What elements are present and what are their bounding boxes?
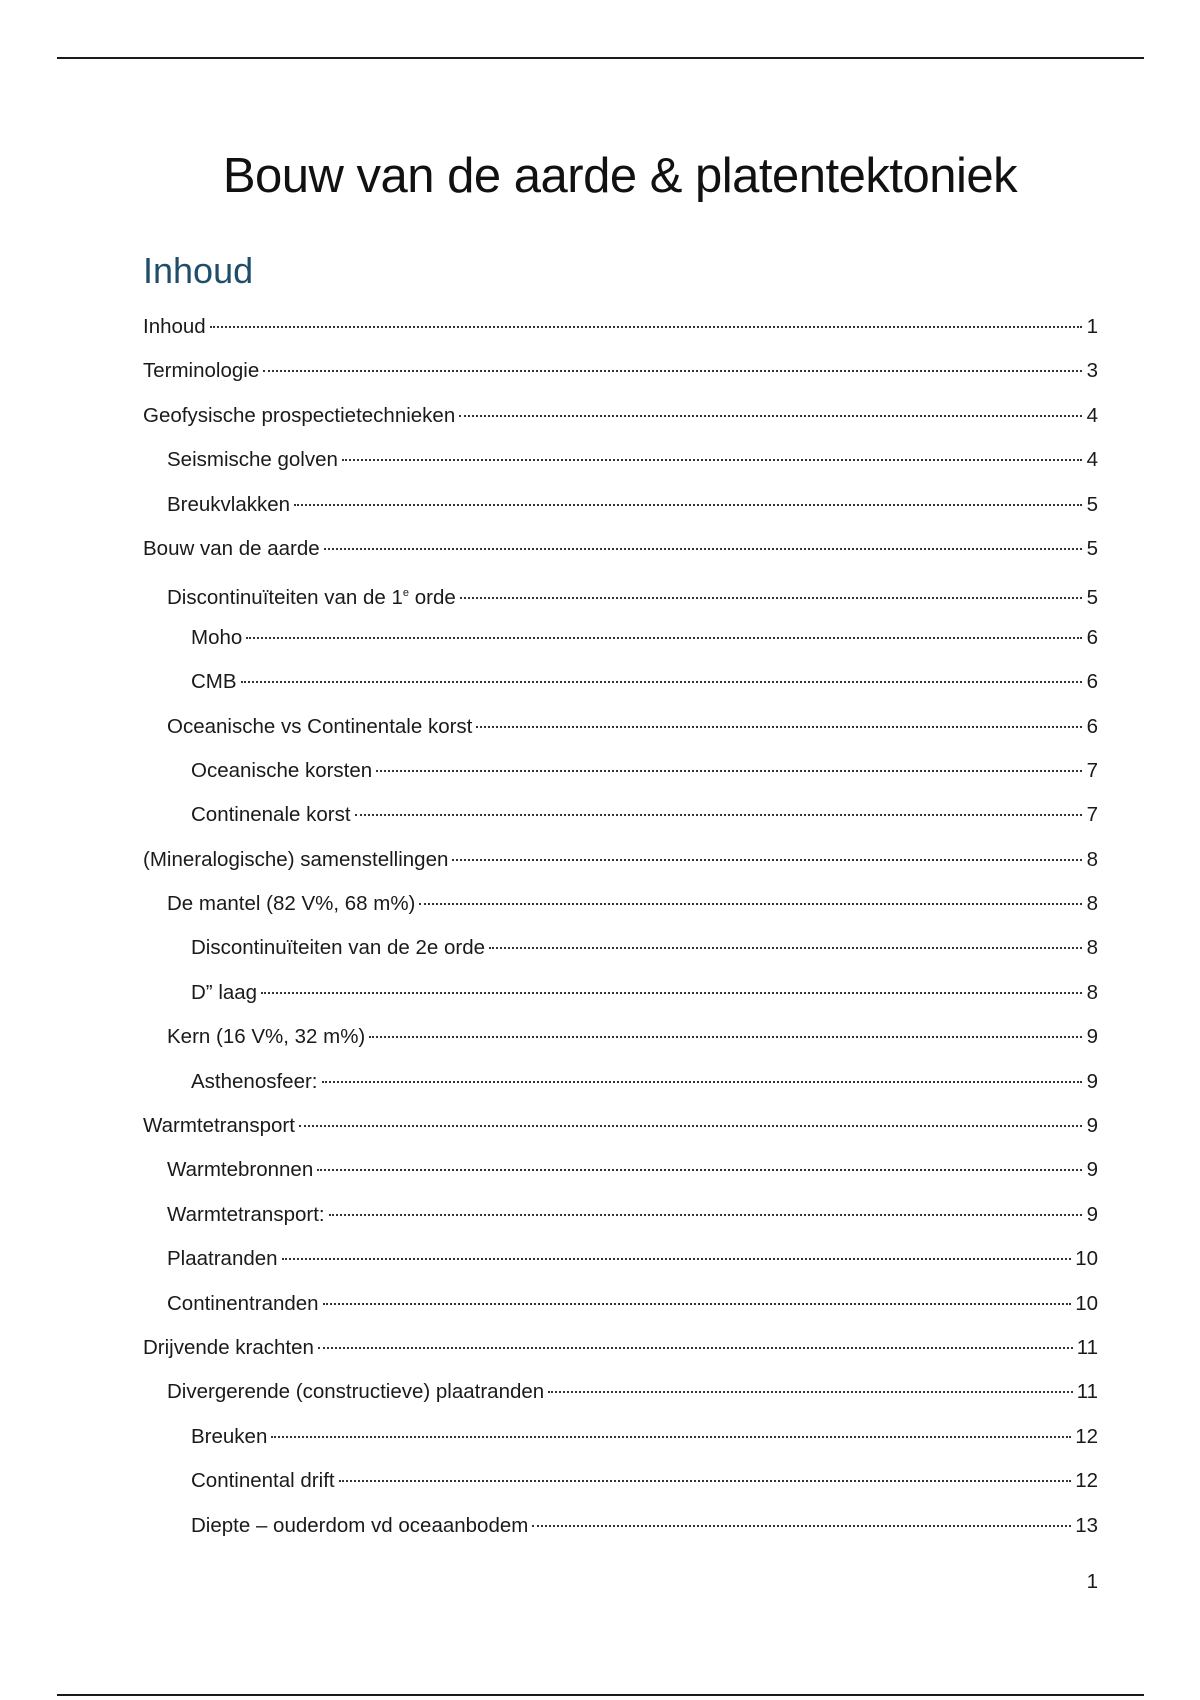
header-rule [57,57,1144,59]
toc-dot-leader [282,1258,1072,1260]
toc-entry-title: Terminologie [143,359,260,383]
toc-entry-page: 5 [1086,536,1098,560]
toc-entry-page: 7 [1086,803,1098,827]
toc-entry-page: 7 [1086,758,1098,782]
toc-entry-page: 11 [1076,1335,1098,1359]
page-number: 1 [1086,1570,1098,1593]
toc-entry[interactable] [143,1282,1098,1326]
toc-entry-title: Warmtetransport: [167,1202,325,1226]
toc-dot-leader [294,504,1082,506]
toc-entry-page: 1 [1086,315,1098,338]
toc-entry[interactable] [143,1060,1098,1104]
toc-entry[interactable] [143,1237,1098,1281]
toc-entry[interactable] [143,349,1098,393]
toc-dot-leader [271,1436,1071,1438]
toc-entry[interactable] [143,1370,1098,1414]
toc-entry[interactable] [143,882,1098,926]
toc-entry-title: Breukvlakken [167,492,291,516]
toc-entry-page: 8 [1086,980,1098,1004]
toc-entry-title: Diepte – ouderdom vd oceaanbodem [191,1513,529,1537]
toc-entry-page: 8 [1086,892,1098,916]
toc-entry-page: 6 [1086,625,1098,649]
toc-heading: Inhoud [143,250,254,291]
toc-entry-page: 11 [1076,1380,1098,1404]
toc-dot-leader [339,1480,1072,1482]
toc-entry[interactable] [143,793,1098,837]
toc-entry-title: Discontinuïteiten van de 1e orde [167,586,456,610]
toc-dot-leader [419,903,1082,905]
toc-dot-leader [460,597,1082,599]
toc-entry-page: 9 [1086,1025,1098,1049]
toc-entry-page: 10 [1075,1247,1098,1271]
toc-entry-page: 6 [1086,670,1098,694]
toc-entry-title: Plaatranden [167,1247,278,1271]
toc-entry-page: 4 [1086,403,1098,427]
toc-dot-leader [299,1125,1082,1127]
toc-entry-title: Bouw van de aarde [143,536,320,560]
toc-entry[interactable] [143,1504,1098,1548]
toc-entry-title: De mantel (82 V%, 68 m%) [167,892,416,916]
toc-dot-leader [261,992,1082,994]
toc-entry-title: Continenale korst [191,803,351,827]
toc-dot-leader [241,681,1082,683]
toc-entry[interactable] [143,616,1098,660]
toc-entry[interactable] [143,1193,1098,1237]
toc-entry-title: Discontinuïteiten van de 2e orde [191,936,486,960]
toc-entry-page: 9 [1086,1114,1098,1138]
toc-entry-title: Geofysische prospectietechnieken [143,403,456,427]
toc-entry-page: 10 [1075,1291,1098,1315]
toc-entry-page: 5 [1086,586,1098,610]
toc-entry[interactable] [143,571,1098,615]
toc-entry-title: D” laag [191,980,258,1004]
toc-entry-page: 3 [1086,359,1098,383]
toc-entry[interactable] [143,1104,1098,1148]
toc-entry[interactable] [143,971,1098,1015]
toc-entry[interactable] [143,438,1098,482]
table-of-contents [143,305,1098,1548]
toc-entry[interactable] [143,305,1098,349]
footer-rule [57,1694,1144,1696]
toc-entry[interactable] [143,838,1098,882]
toc-entry-page: 9 [1086,1158,1098,1182]
toc-dot-leader [263,370,1082,372]
toc-entry[interactable] [143,1415,1098,1459]
toc-dot-leader [548,1391,1073,1393]
toc-dot-leader [532,1525,1071,1527]
toc-entry-page: 4 [1086,448,1098,472]
document-title: Bouw van de aarde & platentektoniek [222,149,1018,203]
toc-dot-leader [318,1347,1073,1349]
toc-entry-title: Oceanische vs Continentale korst [167,714,473,738]
toc-entry-page: 9 [1086,1069,1098,1093]
toc-dot-leader [210,326,1082,328]
toc-entry-page: 12 [1075,1424,1098,1448]
toc-dot-leader [317,1169,1082,1171]
toc-entry-title: Moho [191,625,243,649]
toc-dot-leader [355,814,1082,816]
toc-entry-page: 5 [1086,492,1098,516]
toc-entry-title: Continental drift [191,1469,335,1493]
toc-dot-leader [369,1036,1082,1038]
toc-entry[interactable] [143,1326,1098,1370]
toc-dot-leader [376,770,1082,772]
toc-entry-title: Drijvende krachten [143,1335,314,1359]
toc-entry-title: Seismische golven [167,448,338,472]
toc-entry[interactable] [143,1148,1098,1192]
toc-entry-superscript: e [402,587,410,600]
toc-entry[interactable] [143,394,1098,438]
toc-entry[interactable] [143,749,1098,793]
toc-entry-title: Warmtebronnen [167,1158,314,1182]
toc-dot-leader [324,548,1082,550]
toc-entry[interactable] [143,1459,1098,1503]
toc-entry-title: Asthenosfeer: [191,1069,318,1093]
toc-entry-title: Kern (16 V%, 32 m%) [167,1025,366,1049]
toc-entry[interactable] [143,483,1098,527]
toc-dot-leader [329,1214,1082,1216]
toc-entry-title: Divergerende (constructieve) plaatranden [167,1380,545,1404]
toc-dot-leader [459,415,1082,417]
toc-entry-page: 6 [1086,714,1098,738]
toc-entry-page: 13 [1075,1513,1098,1537]
toc-dot-leader [323,1303,1072,1305]
toc-entry-title: Warmtetransport [143,1114,295,1138]
toc-entry[interactable] [143,660,1098,704]
toc-entry-title: Continentranden [167,1291,319,1315]
toc-dot-leader [452,859,1082,861]
toc-entry-title: Breuken [191,1424,268,1448]
toc-entry-page: 12 [1075,1469,1098,1493]
toc-entry-page: 8 [1086,936,1098,960]
toc-entry[interactable] [143,705,1098,749]
toc-entry-title: (Mineralogische) samenstellingen [143,847,449,871]
toc-entry[interactable] [143,926,1098,970]
toc-entry[interactable] [143,1015,1098,1059]
toc-entry-page: 9 [1086,1202,1098,1226]
toc-entry-page: 8 [1086,847,1098,871]
toc-dot-leader [476,726,1082,728]
toc-entry-title: Inhoud [143,315,206,338]
toc-dot-leader [489,947,1082,949]
toc-dot-leader [246,637,1082,639]
toc-entry-title-suffix: orde [409,586,456,610]
toc-entry-title: Oceanische korsten [191,758,373,782]
toc-dot-leader [342,459,1082,461]
toc-entry[interactable] [143,527,1098,571]
toc-entry-title: CMB [191,670,237,694]
toc-dot-leader [322,1081,1083,1083]
